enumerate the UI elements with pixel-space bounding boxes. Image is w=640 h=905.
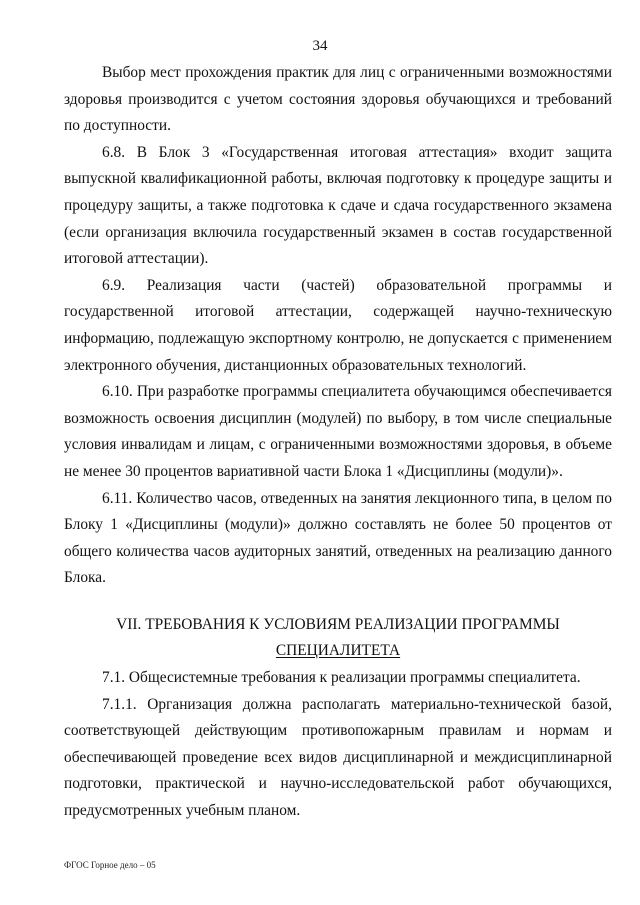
section-heading (64, 612, 612, 665)
paragraph-7-1: 7.1. Общесистемные требования к реализации программы специалитета. (102, 669, 581, 687)
paragraph-6-9: 6.9. Реализация части (частей) образовательной программы и государственной итоговой аттестации, содержащей научно-техническую информацию, подлежащую экспортному контролю, не допускается с применением электронного обучения, дистанционных образовательных технологий. (64, 276, 612, 374)
paragraph-7-1-1: 7.1.1. Организация должна располагать материально-технической базой, соответствующей действующим противопожарным правилам и нормам и обеспечивающей проведение всех видов дисциплинарной и междисциплинарной подготовки, практической и научно-исследовательской работ обучающихся, предусмотренных учебным планом. (64, 695, 612, 820)
document-body (64, 60, 612, 825)
footer-label: ФГОС Горное дело – 05 (64, 860, 156, 870)
paragraph-6-10: 6.10. При разработке программы специалитета обучающимся обеспечивается возможность освоения дисциплин (модулей) по выбору, в том числе специальные условия инвалидам и лицам, с ограниченными возможностями здоровья, в объеме не менее 30 процентов вариативной части Блока 1 «Дисциплины (модули)». (64, 383, 612, 480)
section-title-line-2: СПЕЦИАЛИТЕТА (275, 642, 401, 660)
paragraph-6-8: 6.8. В Блок 3 «Государственная итоговая аттестация» входит защита выпускной квалификационной работы, включая подготовку к процедуре защиты и процедуру защиты, а также подготовка к сдаче и сдача государственного экзамена (если организация включила государственный экзамен в состав государственной итоговой аттестации). (64, 143, 612, 268)
paragraph-6-11: 6.11. Количество часов, отведенных на занятия лекционного типа, в целом по Блоку 1 «Дисциплины (модули)» должно составлять не более 50 процентов от общего количества часов аудиторных занятий, отведенных на реализацию данного Блока. (64, 489, 612, 587)
paragraph-accessibility: Выбор мест прохождения практик для лиц с ограниченными возможностями здоровья производится с учетом состояния здоровья обучающихся и требований по доступности. (64, 64, 612, 135)
section-title-line-1: VII. ТРЕБОВАНИЯ К УСЛОВИЯМ РЕАЛИЗАЦИИ ПРОГРАММЫ (116, 615, 560, 633)
page-number: 34 (312, 38, 328, 54)
